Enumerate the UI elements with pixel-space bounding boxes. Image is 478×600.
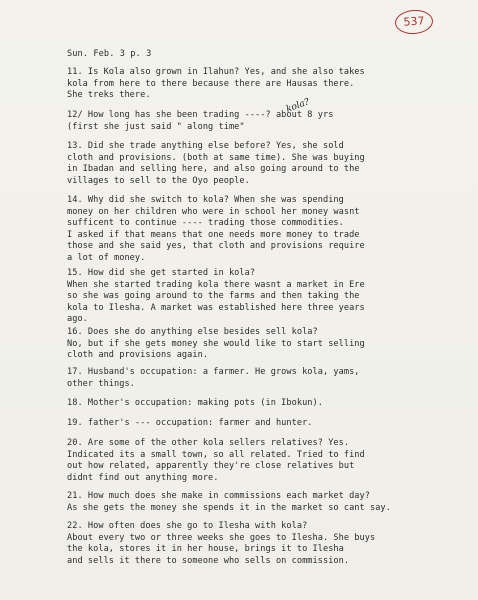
text-line: 12/ How long has she been trading ----? about 8 yrs xyxy=(67,110,334,120)
text-line: sufficent to continue ---- trading those commodities. xyxy=(67,218,344,229)
text-line: As she gets the money she spends it in the market so cant say. xyxy=(67,502,391,513)
paragraph-q18 xyxy=(67,398,467,410)
text-line: other things. xyxy=(67,378,135,389)
text-line: those and she said yes, that cloth and provisions require xyxy=(67,241,365,252)
paragraph-q13 xyxy=(67,141,467,187)
text-line: out how related, apparently they're close relatives but xyxy=(67,461,355,472)
text-line: 17. Husband's occupation: a farmer. He grows kola, yams, xyxy=(67,367,360,377)
text-line: 16. Does she do anything else besides sell kola? xyxy=(67,327,318,337)
text-line: cloth and provisions. (both at same time). She was buying xyxy=(67,152,365,163)
paragraph-q19 xyxy=(67,418,467,430)
paragraph-q15 xyxy=(67,268,467,326)
paragraph-q21 xyxy=(67,491,467,514)
text-line: 21. How much does she make in commissions each market day? xyxy=(67,491,370,501)
paragraph-q12 xyxy=(67,110,467,133)
text-line: money on her children who were in school her money wasnt xyxy=(67,206,360,217)
text-line: I asked if that means that one needs more money to trade xyxy=(67,229,360,240)
page-number: 537 xyxy=(394,9,434,36)
text-line: the kola, stores it in her house, brings it to Ilesha xyxy=(67,544,344,555)
handwritten-insert: kola? xyxy=(285,97,311,115)
text-line: so she was going around to the farms and then taking the xyxy=(67,291,360,302)
text-line: (first she just said " along time" xyxy=(67,121,245,132)
text-line: 19. father's --- occupation: farmer and hunter. xyxy=(67,418,313,428)
text-line: 18. Mother's occupation: making pots (in Ibokun). xyxy=(67,398,323,408)
text-line: a lot of money. xyxy=(67,252,146,263)
paragraph-q14 xyxy=(67,195,467,265)
paragraph-q20 xyxy=(67,438,467,484)
paragraph-q11 xyxy=(67,67,467,102)
text-line: 22. How often does she go to Ilesha with kola? xyxy=(67,521,308,531)
text-line: 15. How did she get started in kola? xyxy=(67,268,256,278)
text-line: About every two or three weeks she goes to Ilesha. She buys xyxy=(67,532,376,543)
text-line: Indicated its a small town, so all related. Tried to find xyxy=(67,449,365,460)
text-line: 20. Are some of the other kola sellers relatives? Yes. xyxy=(67,438,350,448)
text-line: 11. Is Kola also grown in Ilahun? Yes, and she also takes xyxy=(67,67,365,77)
text-line: 14. Why did she switch to kola? When she was spending xyxy=(67,195,344,205)
text-line: kola from here to there because there are Hausas there. xyxy=(67,78,355,89)
text-line: cloth and provisions again. xyxy=(67,350,209,361)
text-line: kola to Ilesha. A market was established here three years xyxy=(67,302,365,313)
paragraph-q22 xyxy=(67,521,467,567)
paragraph-q16 xyxy=(67,327,467,362)
text-line: She treks there. xyxy=(67,90,151,101)
text-line: didnt find out anything more. xyxy=(67,472,219,483)
text-line: When she started trading kola there wasnt a market in Ere xyxy=(67,279,365,290)
page-header: Sun. Feb. 3 p. 3 xyxy=(67,49,152,59)
text-line: 13. Did she trade anything else before? Yes, she sold xyxy=(67,141,344,151)
text-line: in Ibadan and selling here, and also going around to the xyxy=(67,164,360,175)
paragraph-q17 xyxy=(67,367,467,390)
text-line: No, but if she gets money she would like to start selling xyxy=(67,338,365,349)
text-line: ago. xyxy=(67,314,88,325)
text-line: villages to sell to the Oyo people. xyxy=(67,175,250,186)
text-line: and sells it there to someone who sells on commission. xyxy=(67,555,350,566)
